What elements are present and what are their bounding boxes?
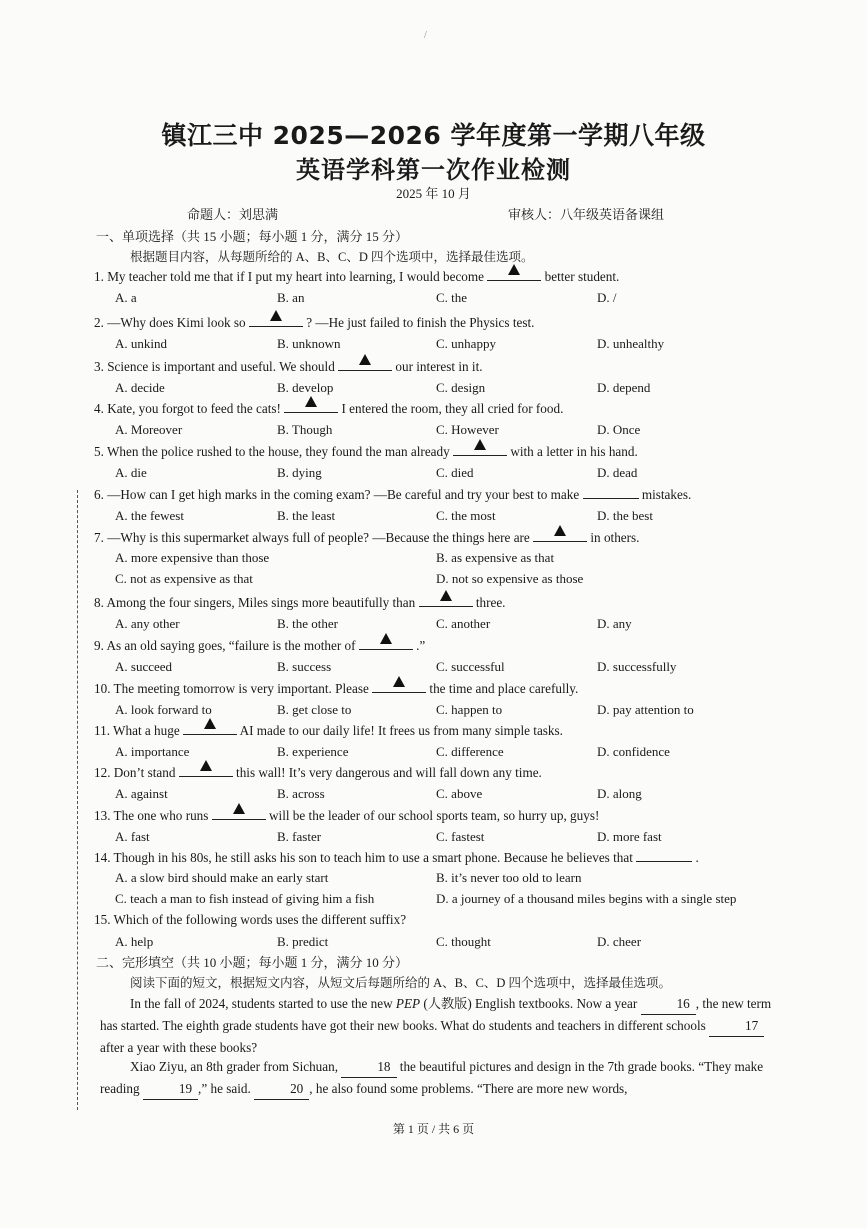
author: 命题人：刘思满	[187, 207, 279, 222]
option-d[interactable]: D. Once	[597, 422, 641, 437]
triangle-icon	[474, 439, 486, 450]
answer-blank	[453, 443, 507, 456]
question-stem: 6. —How can I get high marks in the coming exam? —Be careful and try your best to make mistakes.	[94, 487, 692, 502]
options-row	[115, 870, 795, 888]
triangle-icon	[200, 760, 212, 771]
options-row	[115, 659, 795, 677]
option-a[interactable]: A. decide	[115, 380, 165, 395]
answer-blank	[249, 314, 303, 327]
answer-blank	[419, 594, 473, 607]
option-c[interactable]: C. thought	[436, 934, 491, 949]
triangle-icon	[393, 676, 405, 687]
triangle-icon	[359, 354, 371, 365]
option-c[interactable]: C. teach a man to fish instead of giving him a fish	[115, 891, 375, 906]
options-row	[115, 934, 795, 952]
option-d[interactable]: D. pay attention to	[597, 702, 694, 717]
option-d[interactable]: D. any	[597, 616, 632, 631]
question-stem: 1. My teacher told me that if I put my heart into learning, I would become better student.	[94, 268, 619, 285]
options-row	[115, 508, 795, 526]
option-a[interactable]: A. fast	[115, 829, 150, 844]
question-stem: 2. —Why does Kimi look so ? —He just failed to finish the Physics test.	[94, 314, 534, 331]
question-stem: 11. What a huge AI made to our daily life! It frees us from many simple tasks.	[94, 722, 563, 739]
answer-blank	[338, 358, 392, 371]
option-c[interactable]: C. successful	[436, 659, 505, 674]
option-c[interactable]: C. not as expensive as that	[115, 571, 253, 586]
cloze-blank-20: 20	[254, 1078, 309, 1100]
option-a[interactable]: A. more expensive than those	[115, 550, 270, 565]
triangle-icon	[305, 396, 317, 407]
option-c[interactable]: C. the most	[436, 508, 496, 523]
triangle-icon	[380, 633, 392, 644]
cloze-blank-17: 17	[709, 1015, 764, 1037]
option-b[interactable]: B. unknown	[277, 336, 341, 351]
options-row	[115, 786, 795, 804]
option-a[interactable]: A. the fewest	[115, 508, 184, 523]
exam-date: 2025 年 10 月	[396, 186, 471, 201]
option-d[interactable]: D. along	[597, 786, 642, 801]
question-stem: 14. Though in his 80s, he still asks his son to teach him to use a smart phone. Because he believes that .	[94, 850, 699, 865]
option-c[interactable]: C. the	[436, 290, 468, 305]
option-b[interactable]: B. it’s never too old to learn	[436, 870, 582, 885]
option-c[interactable]: C. died	[436, 465, 474, 480]
option-c[interactable]: C. another	[436, 616, 491, 631]
option-c[interactable]: C. difference	[436, 744, 504, 759]
option-b[interactable]: B. an	[277, 290, 305, 305]
answer-blank	[487, 268, 541, 281]
options-row	[115, 550, 795, 568]
option-b[interactable]: B. the least	[277, 508, 336, 523]
question-stem: 15. Which of the following words uses the different suffix?	[94, 912, 407, 927]
answer-blank	[284, 400, 338, 413]
option-a[interactable]: A. against	[115, 786, 168, 801]
reviewer: 审核人：八年级英语备课组	[508, 207, 665, 222]
section-instruction-1: 根据题目内容，从每题所给的 A、B、C、D 四个选项中，选择最佳选项。	[130, 250, 534, 264]
cloze-blank-16: 16	[641, 993, 696, 1015]
option-b[interactable]: B. as expensive as that	[436, 550, 555, 565]
options-row	[115, 290, 795, 308]
triangle-icon	[508, 264, 520, 275]
triangle-icon	[204, 718, 216, 729]
option-b[interactable]: B. faster	[277, 829, 322, 844]
option-c[interactable]: C. fastest	[436, 829, 485, 844]
option-c[interactable]: C. happen to	[436, 702, 503, 717]
options-row	[115, 336, 795, 354]
options-row	[115, 571, 795, 589]
option-b[interactable]: B. dying	[277, 465, 322, 480]
exam-subtitle: 英语学科第一次作业检测	[296, 156, 571, 184]
question-stem: 3. Science is important and useful. We should our interest in it.	[94, 358, 483, 375]
option-d[interactable]: D. unhealthy	[597, 336, 665, 351]
option-d[interactable]: D. confidence	[597, 744, 670, 759]
option-a[interactable]: A. a	[115, 290, 137, 305]
option-a[interactable]: A. any other	[115, 616, 180, 631]
option-a[interactable]: A. look forward to	[115, 702, 212, 717]
options-row	[115, 829, 795, 847]
option-b[interactable]: B. predict	[277, 934, 329, 949]
options-row	[115, 380, 795, 398]
option-c[interactable]: C. However	[436, 422, 499, 437]
options-row	[115, 422, 795, 440]
triangle-icon	[440, 590, 452, 601]
scan-mark: /	[424, 30, 427, 41]
question-stem: 9. As an old saying goes, “failure is the mother of .”	[94, 637, 425, 654]
option-a[interactable]: A. importance	[115, 744, 190, 759]
options-row	[115, 744, 795, 762]
option-d[interactable]: D. not so expensive as those	[436, 571, 584, 586]
option-a[interactable]: A. unkind	[115, 336, 167, 351]
option-c[interactable]: C. above	[436, 786, 483, 801]
question-stem: 10. The meeting tomorrow is very important. Please the time and place carefully.	[94, 680, 578, 697]
options-row	[115, 891, 795, 909]
option-d[interactable]: D. the best	[597, 508, 653, 523]
question-stem: 5. When the police rushed to the house, they found the man already with a letter in his hand.	[94, 443, 638, 460]
answer-blank	[359, 637, 413, 650]
option-b[interactable]: B. the other	[277, 616, 339, 631]
option-d[interactable]: D. successfully	[597, 659, 677, 674]
question-stem: 12. Don’t stand this wall! It’s very dangerous and will fall down any time.	[94, 764, 542, 781]
cloze-paragraph-2: Xiao Ziyu, an 8th grader from Sichuan, 18 the beautiful pictures and design in the 7th grade books. “They make reading 19 ,” he said. 20 , he also found some problems. “There are more new words,	[100, 1056, 776, 1100]
option-a[interactable]: A. help	[115, 934, 154, 949]
option-b[interactable]: B. across	[277, 786, 325, 801]
option-b[interactable]: B. success	[277, 659, 332, 674]
option-a[interactable]: A. succeed	[115, 659, 173, 674]
option-a[interactable]: A. Moreover	[115, 422, 183, 437]
option-d[interactable]: D. depend	[597, 380, 651, 395]
page-footer: 第 1 页 / 共 6 页	[392, 1122, 475, 1136]
triangle-icon	[270, 310, 282, 321]
option-a[interactable]: A. a slow bird should make an early start	[115, 870, 329, 885]
option-b[interactable]: B. Though	[277, 422, 333, 437]
option-a[interactable]: A. die	[115, 465, 147, 480]
options-row	[115, 702, 795, 720]
option-b[interactable]: B. develop	[277, 380, 334, 395]
option-b[interactable]: B. get close to	[277, 702, 352, 717]
question-stem: 7. —Why is this supermarket always full of people? —Because the things here are in others.	[94, 529, 639, 546]
options-row	[115, 465, 795, 483]
option-d[interactable]: D. dead	[597, 465, 638, 480]
exam-title: 镇江三中 2025—2026 学年度第一学期八年级	[161, 121, 706, 150]
option-d[interactable]: D. /	[597, 290, 617, 305]
answer-blank	[183, 722, 237, 735]
answer-blank	[533, 529, 587, 542]
question-stem: 4. Kate, you forgot to feed the cats! I entered the room, they all cried for food.	[94, 400, 563, 417]
section-heading-1: 一、单项选择（共 15 小题；每小题 1 分，满分 15 分）	[96, 229, 409, 244]
option-d[interactable]: D. cheer	[597, 934, 642, 949]
answer-blank	[583, 486, 639, 499]
answer-blank	[179, 764, 233, 777]
cloze-blank-19: 19	[143, 1078, 198, 1100]
option-c[interactable]: C. design	[436, 380, 486, 395]
triangle-icon	[233, 803, 245, 814]
cloze-paragraph-1: In the fall of 2024, students started to use the new PEP (人教版) English textbooks. Now a year 16 , the new term has started. The eighth grade students have got their new books. What do students and teachers in different schools 17 after a year with these books?	[100, 993, 776, 1058]
answer-blank	[636, 849, 692, 862]
option-c[interactable]: C. unhappy	[436, 336, 496, 351]
question-stem: 8. Among the four singers, Miles sings more beautifully than three.	[94, 594, 505, 611]
option-d[interactable]: D. more fast	[597, 829, 662, 844]
option-b[interactable]: B. experience	[277, 744, 349, 759]
triangle-icon	[554, 525, 566, 536]
section-heading-2: 二、完形填空（共 10 小题；每小题 1 分，满分 10 分）	[96, 955, 409, 970]
option-d[interactable]: D. a journey of a thousand miles begins with a single step	[436, 891, 737, 906]
cloze-blank-18: 18	[341, 1056, 396, 1078]
options-row	[115, 616, 795, 634]
answer-blank	[372, 680, 426, 693]
answer-blank	[212, 807, 266, 820]
section-instruction-2: 阅读下面的短文，根据短文内容，从短文后每题所给的 A、B、C、D 四个选项中，选择最佳选项。	[130, 976, 671, 990]
question-stem: 13. The one who runs will be the leader of our school sports team, so hurry up, guys!	[94, 807, 599, 824]
binding-line	[77, 490, 78, 1110]
